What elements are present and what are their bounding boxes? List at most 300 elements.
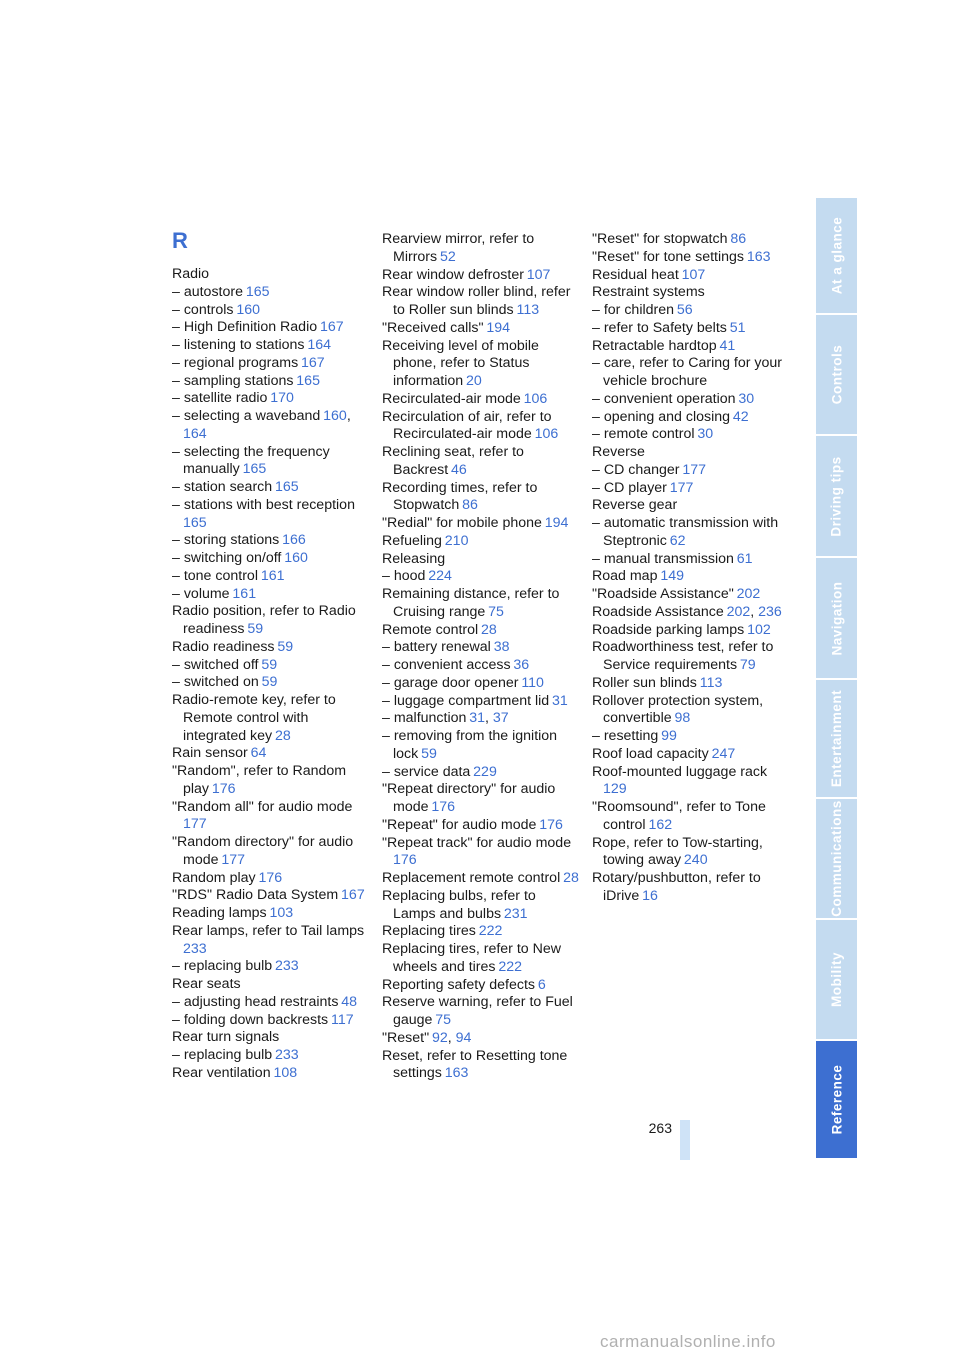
index-entry — [382, 409, 582, 445]
index-entry-text: – sampling stations — [172, 372, 294, 389]
page-link[interactable]: 59 — [261, 674, 278, 691]
page-link[interactable]: 177 — [682, 461, 707, 478]
index-entry-text: – refer to Safety belts — [592, 319, 727, 336]
index-entry — [592, 320, 792, 338]
page-link[interactable]: 98 — [674, 710, 691, 727]
index-entry-text: – automatic transmission with Steptronic — [592, 515, 779, 549]
index-entry — [592, 249, 792, 267]
page-link[interactable]: 129 — [603, 781, 627, 798]
page-separator: , — [447, 1029, 456, 1046]
index-entry — [592, 462, 792, 480]
index-entry — [382, 231, 582, 267]
page-link[interactable]: 177 — [183, 816, 207, 833]
index-entry — [382, 391, 582, 409]
index-entry-text: Reset, refer to Resetting tone settings — [382, 1047, 568, 1082]
page-link[interactable]: 117 — [331, 1011, 354, 1028]
page-link[interactable]: 59 — [247, 621, 264, 637]
index-column-2 — [382, 231, 582, 1083]
index-entry — [382, 977, 582, 995]
index-entry — [382, 480, 582, 516]
index-entry-text: "Repeat directory" for audio mode — [382, 781, 556, 815]
page-link[interactable]: 102 — [747, 621, 771, 638]
index-entry-text: Rear turn signals — [172, 1029, 280, 1046]
page-link[interactable]: 236 — [758, 603, 782, 620]
index-entry — [382, 994, 582, 1030]
page-link[interactable]: 165 — [245, 283, 270, 300]
page-link[interactable]: 164 — [307, 337, 332, 353]
page-link[interactable]: 149 — [660, 568, 684, 585]
index-entry-text: Restraint systems — [592, 284, 705, 301]
index-entry — [172, 568, 372, 586]
page-link[interactable]: 20 — [466, 373, 482, 389]
index-entry-text: – convenient access — [382, 657, 511, 673]
page-link[interactable]: 28 — [563, 870, 579, 886]
index-entry-text: Reserve warning, refer to Fuel gauge — [382, 994, 573, 1028]
page-link[interactable]: 106 — [534, 426, 559, 443]
index-entry — [592, 480, 792, 498]
sidebar-tab-label: Navigation — [829, 580, 845, 656]
sidebar-tab-label: Mobility — [829, 952, 844, 1007]
page-link[interactable]: 59 — [421, 745, 437, 762]
index-entry — [592, 568, 792, 586]
index-entry-text: Random play — [172, 869, 256, 886]
page-link[interactable]: 31 — [469, 710, 486, 727]
page-link[interactable]: 162 — [648, 816, 673, 833]
index-entry-text: Replacing tires, refer to New wheels and tires — [382, 941, 561, 975]
page-link[interactable]: 110 — [521, 674, 544, 691]
index-entry — [592, 355, 792, 391]
index-entry — [592, 409, 792, 427]
index-entry — [172, 586, 372, 604]
index-entry-text: "RDS" Radio Data System — [172, 887, 339, 904]
page-link[interactable]: 51 — [729, 319, 746, 336]
page-link[interactable]: 113 — [516, 302, 540, 318]
page-link[interactable]: 165 — [183, 514, 207, 531]
index-entry — [172, 532, 372, 550]
index-entry-text: Reverse gear — [592, 497, 678, 514]
index-entry — [592, 497, 792, 515]
page-link[interactable]: 103 — [269, 905, 294, 921]
index-entry — [382, 870, 582, 888]
index-entry-text: – removing from the ignition lock — [382, 728, 558, 762]
index-entry-text: – switching on/off — [172, 550, 282, 566]
index-column-3 — [592, 231, 792, 906]
index-entry-text: – listening to stations — [172, 337, 305, 353]
index-entry — [592, 338, 792, 356]
index-entry — [382, 657, 582, 675]
index-entry — [172, 479, 372, 497]
section-letter: R — [172, 228, 188, 253]
page-link[interactable]: 165 — [242, 461, 267, 478]
index-entry-text: "Random directory" for audio mode — [172, 834, 354, 868]
index-entry — [592, 870, 792, 906]
index-entry — [172, 1029, 372, 1047]
sidebar-tab-navigation[interactable] — [816, 558, 857, 678]
sidebar-tab-communications[interactable] — [816, 799, 857, 918]
index-entry — [172, 799, 372, 835]
page-link[interactable]: 233 — [183, 940, 207, 957]
page-link[interactable]: 176 — [258, 869, 283, 886]
page-link[interactable]: 75 — [435, 1012, 452, 1028]
page-link[interactable]: 62 — [669, 532, 686, 549]
index-entry — [382, 320, 582, 338]
index-entry-text: Recording times, refer to Stopwatch — [382, 479, 538, 514]
page-link[interactable]: 113 — [699, 674, 723, 691]
page-link[interactable]: 56 — [676, 302, 693, 318]
page-link[interactable]: 194 — [486, 319, 511, 336]
sidebar-tab-reference[interactable] — [816, 1041, 857, 1158]
index-entry-text: Roller sun blinds — [592, 674, 697, 691]
page-link[interactable]: 194 — [544, 515, 569, 531]
index-entry — [592, 267, 792, 285]
index-entry — [592, 622, 792, 640]
index-entry-text: "Reset" — [382, 1029, 430, 1046]
index-entry-text: – tone control — [172, 567, 258, 584]
index-entry-text: – switched on — [172, 674, 259, 691]
index-entry-text: Rear window roller blind, refer to Roller sun blinds — [382, 284, 571, 318]
sidebar-tab-label: At a glance — [829, 216, 844, 295]
index-entry-text: Roof-mounted luggage rack — [592, 763, 768, 780]
page-link[interactable]: 64 — [250, 745, 267, 762]
index-entry-text: Roof load capacity — [592, 745, 709, 762]
page-link[interactable]: 222 — [498, 958, 523, 975]
page-link[interactable]: 202 — [736, 586, 761, 602]
index-entry-text: – CD changer — [592, 461, 680, 478]
sidebar-tab-mobility[interactable] — [816, 920, 857, 1039]
sidebar-tab-controls[interactable] — [816, 315, 857, 434]
page-link[interactable]: 59 — [261, 656, 278, 673]
page-link[interactable]: 75 — [488, 603, 504, 620]
index-entry — [592, 426, 792, 444]
index-entry-text: Recirculation of air, refer to Recirculated-air mode — [382, 408, 552, 443]
index-entry — [172, 550, 372, 568]
page-link[interactable]: 6 — [537, 976, 546, 993]
index-entry-text: Rear window defroster — [382, 266, 524, 283]
index-entry — [172, 373, 372, 391]
index-entry — [592, 604, 792, 622]
index-entry-text: – opening and closing — [592, 408, 731, 425]
page-number: 263 — [648, 1120, 672, 1136]
index-entry — [172, 763, 372, 799]
page-link[interactable]: 167 — [319, 319, 344, 336]
page-link[interactable]: 31 — [552, 692, 568, 709]
page-link[interactable]: 167 — [301, 354, 325, 371]
page-link[interactable]: 166 — [282, 532, 306, 549]
page-link[interactable]: 79 — [739, 657, 756, 673]
page-link[interactable]: 202 — [726, 603, 751, 620]
index-entry — [172, 1012, 372, 1030]
index-entry — [172, 1065, 372, 1083]
index-entry — [172, 674, 372, 692]
index-entry — [172, 497, 372, 533]
index-entry-text: – remote control — [592, 426, 695, 443]
page-link[interactable]: 222 — [478, 923, 503, 940]
page-link[interactable]: 240 — [683, 852, 708, 869]
index-entry-text: – resetting — [592, 728, 659, 744]
page-link[interactable]: 107 — [681, 266, 706, 283]
index-entry-text: – controls — [172, 301, 234, 318]
index-entry-text: – High Definition Radio — [172, 319, 318, 336]
index-entry-text: – station search — [172, 479, 273, 495]
page-link[interactable]: 165 — [275, 479, 299, 495]
index-entry-text: – convenient operation — [592, 390, 736, 407]
page-separator: , — [485, 710, 493, 727]
index-entry — [172, 284, 372, 302]
index-entry-text: Retractable hardtop — [592, 337, 717, 354]
index-entry — [172, 692, 372, 745]
index-entry-text: Reverse — [592, 444, 645, 460]
page-link[interactable]: 38 — [493, 639, 510, 656]
index-entry-text: Rollover protection system, convertible — [592, 692, 764, 727]
index-entry-text: Receiving level of mobile phone, refer to Status information — [382, 337, 539, 389]
watermark: carmanualsonline.info — [600, 1332, 776, 1351]
index-entry — [172, 887, 372, 905]
index-entry-text: Rear seats — [172, 976, 241, 992]
index-entry-text: Rotary/pushbutton, refer to iDrive — [592, 870, 761, 904]
sidebar-tab-driving-tips[interactable] — [816, 436, 857, 556]
index-entry — [172, 266, 372, 284]
index-entry-text: – folding down backrests — [172, 1011, 329, 1028]
index-entry — [592, 693, 792, 729]
page-link[interactable]: 30 — [738, 390, 755, 407]
page-link[interactable]: 161 — [260, 567, 285, 584]
page-link[interactable]: 161 — [232, 585, 257, 602]
chapter-sidebar — [816, 198, 857, 1160]
index-entry-text: "Repeat track" for audio mode — [382, 834, 572, 851]
index-entry-text: – care, refer to Caring for your vehicle brochure — [592, 355, 783, 389]
index-entry-text: Rear lamps, refer to Tail lamps — [172, 922, 365, 939]
index-entry-text: "Roadside Assistance" — [592, 586, 734, 602]
index-entry — [592, 764, 792, 800]
index-entry-text: "Redial" for mobile phone — [382, 515, 542, 531]
index-entry — [382, 710, 582, 728]
page-link[interactable]: 48 — [341, 993, 358, 1010]
page-link[interactable]: 46 — [451, 461, 467, 478]
index-entry-text: – CD player — [592, 479, 667, 496]
index-entry-text: "Reset" for tone settings — [592, 248, 745, 265]
index-entry — [592, 746, 792, 764]
index-entry — [172, 319, 372, 337]
index-entry — [172, 444, 372, 480]
index-entry — [592, 799, 792, 835]
index-entry-text: Replacement remote control — [382, 870, 561, 886]
page-separator: , — [346, 408, 351, 424]
page-link[interactable]: 59 — [277, 638, 294, 655]
index-entry-text: Refueling — [382, 532, 442, 549]
page-link[interactable]: 94 — [455, 1029, 472, 1046]
index-entry — [172, 355, 372, 373]
index-entry-text: – for children — [592, 302, 675, 318]
index-entry-text: Replacing tires — [382, 923, 476, 940]
index-entry-text: Road map — [592, 568, 658, 585]
index-entry — [382, 888, 582, 924]
index-entry — [382, 1048, 582, 1084]
index-entry — [592, 728, 792, 746]
index-entry-text: Rain sensor — [172, 745, 248, 762]
sidebar-tab-label: Entertainment — [829, 689, 845, 788]
page-link[interactable]: 99 — [661, 728, 677, 744]
page-link[interactable]: 167 — [341, 887, 365, 904]
index-entry-text: – selecting the frequency manually — [172, 443, 330, 478]
page-link[interactable]: 37 — [492, 710, 509, 727]
page-link[interactable]: 41 — [719, 337, 736, 354]
index-entry — [382, 284, 582, 320]
sidebar-tab-at-a-glance[interactable] — [816, 198, 857, 313]
index-entry-text: – regional programs — [172, 354, 299, 371]
index-entry-text: – adjusting head restraints — [172, 993, 339, 1010]
index-entry — [382, 568, 582, 586]
index-entry-text: Reporting safety defects — [382, 976, 535, 993]
index-entry — [592, 675, 792, 693]
index-entry-text: Remaining distance, refer to Cruising range — [382, 586, 560, 620]
index-entry-text: Roadside Assistance — [592, 603, 724, 620]
index-entry-text: – hood — [382, 568, 426, 585]
page-separator: , — [750, 603, 759, 620]
index-entry-text: – storing stations — [172, 532, 280, 549]
index-entry-text: – battery renewal — [382, 639, 491, 656]
index-entry-text: Recirculated-air mode — [382, 390, 521, 407]
index-entry-text: "Repeat" for audio mode — [382, 816, 537, 833]
page-number-bar — [680, 1120, 690, 1160]
page-link[interactable]: 233 — [275, 1047, 299, 1063]
page-link[interactable]: 107 — [526, 266, 551, 283]
index-entry — [592, 639, 792, 675]
index-entry — [382, 693, 582, 711]
index-entry — [172, 745, 372, 763]
page-link[interactable]: 108 — [273, 1064, 298, 1081]
index-entry — [382, 551, 582, 569]
index-entry — [592, 515, 792, 551]
page-link[interactable]: 229 — [473, 763, 497, 780]
page-link[interactable]: 92 — [431, 1029, 448, 1046]
index-entry-text: – replacing bulb — [172, 958, 273, 975]
index-entry-text: – garage door opener — [382, 674, 519, 691]
page-link[interactable]: 16 — [642, 887, 658, 904]
index-entry-text: Radio position, refer to Radio readiness — [172, 603, 356, 637]
sidebar-tab-label: Controls — [829, 344, 844, 405]
index-entry-text: Reading lamps — [172, 905, 267, 921]
page-link[interactable]: 106 — [523, 390, 548, 407]
page-link[interactable]: 176 — [539, 816, 563, 833]
index-entry — [382, 622, 582, 640]
index-entry-text: – switched off — [172, 656, 259, 673]
index-entry-text: Radio readiness — [172, 638, 275, 655]
index-entry-text: "Received calls" — [382, 319, 484, 336]
page-link[interactable]: 176 — [393, 852, 417, 869]
index-entry — [382, 835, 582, 871]
index-entry — [592, 444, 792, 462]
index-entry — [382, 338, 582, 391]
index-entry — [592, 586, 792, 604]
index-entry — [172, 1047, 372, 1065]
page-link[interactable]: 28 — [481, 621, 497, 638]
index-entry — [172, 958, 372, 976]
index-entry-text: Releasing — [382, 550, 446, 567]
page-link[interactable]: 30 — [697, 426, 714, 443]
index-entry — [382, 533, 582, 551]
page-link[interactable]: 160 — [284, 550, 308, 566]
page-link[interactable]: 210 — [444, 532, 469, 549]
index-entry — [172, 337, 372, 355]
page-link[interactable]: 163 — [746, 248, 771, 265]
index-entry-text: Rope, refer to Tow-starting, towing away — [592, 834, 763, 869]
index-entry — [172, 657, 372, 675]
index-entry — [172, 994, 372, 1012]
index-entry — [172, 834, 372, 870]
page-link[interactable]: 224 — [428, 568, 452, 585]
page-link[interactable]: 163 — [444, 1065, 469, 1082]
index-column-1 — [172, 266, 372, 1083]
page-link[interactable]: 164 — [183, 425, 207, 442]
index-entry-text: – autostore — [172, 283, 243, 300]
index-entry-text: – service data — [382, 763, 471, 780]
page-link[interactable]: 165 — [296, 372, 320, 389]
index-entry — [382, 941, 582, 977]
page-link[interactable]: 160 — [236, 301, 261, 318]
page-link[interactable]: 176 — [211, 780, 236, 797]
page-link[interactable]: 86 — [462, 497, 478, 514]
page-link[interactable]: 86 — [730, 231, 747, 247]
page-link[interactable]: 42 — [732, 408, 749, 425]
index-entry-text: Reclining seat, refer to Backrest — [382, 444, 524, 478]
index-entry — [592, 551, 792, 569]
index-entry-text: Rear ventilation — [172, 1064, 271, 1081]
index-entry — [172, 870, 372, 888]
index-entry — [382, 675, 582, 693]
index-entry-text: "Roomsound", refer to Tone control — [592, 799, 766, 833]
index-entry — [382, 817, 582, 835]
index-entry — [172, 923, 372, 959]
page-link[interactable]: 231 — [503, 905, 528, 922]
index-entry-text: – selecting a waveband — [172, 408, 321, 424]
index-entry — [382, 728, 582, 764]
index-entry — [382, 267, 582, 285]
index-entry — [172, 390, 372, 408]
index-entry-text: Rearview mirror, refer to Mirrors — [382, 231, 535, 265]
page-link[interactable]: 52 — [439, 248, 456, 265]
index-entry-text: – malfunction — [382, 710, 467, 727]
sidebar-tab-label: Driving tips — [829, 455, 845, 537]
page-link[interactable]: 61 — [736, 550, 753, 567]
index-entry — [172, 905, 372, 923]
index-entry — [592, 231, 792, 249]
index-entry — [382, 586, 582, 622]
index-entry — [382, 515, 582, 533]
index-entry — [172, 408, 372, 444]
sidebar-tab-entertainment[interactable] — [816, 680, 857, 797]
index-entry — [382, 781, 582, 817]
index-entry-text: "Reset" for stopwatch — [592, 231, 728, 247]
sidebar-tab-label: Communications — [829, 800, 845, 917]
page-link[interactable]: 176 — [431, 799, 456, 815]
index-entry-text: Remote control — [382, 621, 479, 638]
index-entry-text: Replacing bulbs, refer to Lamps and bulbs — [382, 887, 536, 922]
index-entry — [592, 835, 792, 871]
index-entry-text: "Random", refer to Random play — [172, 763, 347, 797]
page-link[interactable]: 177 — [221, 851, 246, 868]
page-link[interactable]: 36 — [513, 657, 530, 673]
page-link[interactable]: 247 — [711, 745, 736, 762]
index-entry-text: – stations with best reception — [172, 496, 355, 513]
page-link[interactable]: 233 — [275, 958, 299, 975]
page-link[interactable]: 28 — [274, 727, 291, 744]
index-entry — [172, 302, 372, 320]
index-entry — [592, 284, 792, 302]
page-link[interactable]: 177 — [669, 479, 694, 496]
index-entry-text: "Random all" for audio mode — [172, 798, 353, 815]
page-link[interactable]: 160 — [323, 408, 347, 424]
page-link[interactable]: 170 — [270, 390, 294, 407]
